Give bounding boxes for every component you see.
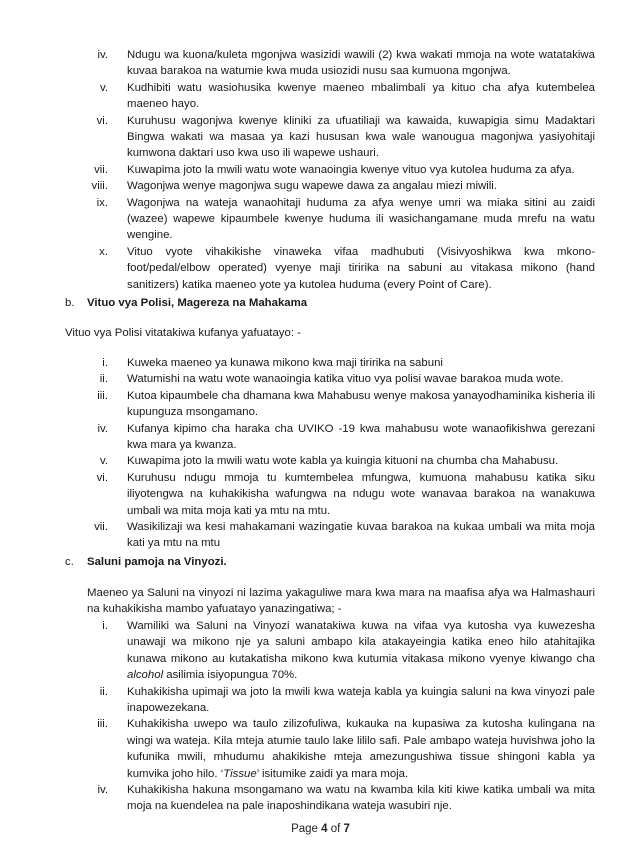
list-item: [65, 470, 595, 519]
item-number: v.: [99, 455, 108, 468]
item-number: vi.: [96, 114, 108, 127]
item-number: vii.: [94, 521, 108, 534]
item-number: ii.: [99, 685, 108, 698]
item-text: Kuhakikisha hakuna msongamano wa watu na kwamba kila kiti kiwe katika umbali wa mita moja na kuendelea na pale inaposhindikana wateja wasubiri nje.: [127, 784, 595, 813]
section-title: Saluni pamoja na Vinyozi.: [87, 556, 227, 568]
current-page-number: 4: [321, 823, 328, 835]
salon-list: [65, 618, 595, 815]
page-footer: [0, 823, 641, 835]
list-item: [65, 519, 595, 552]
police-list: [65, 355, 595, 552]
item-number: vii.: [94, 163, 108, 176]
italic-term: Tissue: [223, 767, 257, 780]
list-item: [65, 244, 595, 293]
health-facility-list: [65, 47, 595, 293]
item-text: Wasikilizaji wa kesi mahakamani wazingatie kuvaa barakoa na kukaa umbali wa mita moja kati ya mtu na mtu: [127, 521, 595, 550]
item-number: i.: [102, 620, 108, 632]
section-title: Vituo vya Polisi, Magereza na Mahakama: [87, 297, 308, 309]
italic-term: alcohol: [127, 669, 164, 682]
page-label: Page: [291, 823, 318, 835]
section-letter: b.: [65, 297, 75, 309]
item-text: Kuhakikisha uwepo wa taulo zilizofuliwa, kukauka na kupasiwa za kutosha kulingana na wingi wa wateja. Kila mteja atumie taulo lake lililo safi. Pale ambapo wateja huvishwa joho la kufunika mwili, mhudumu ahakikishe mteja amezungushiwa tissue shingoni kabla ya kumvika joho hilo. ‘Tissue’ isitumike zaidi ya mara moja.: [127, 718, 595, 780]
item-text: Kuruhusu wagonjwa kwenye kliniki za ufuatiliaji wa kawaida, kuwapigia simu Madaktari Bingwa wakati wa masaa ya kazi hususan kwa wale wanougua magonjwa yasiyohitaji kumwona daktari uso kwa uso ili wapewe ushauri.: [127, 114, 595, 160]
item-text: Wagonjwa wenye magonjwa sugu wapewe dawa za angalau miezi miwili.: [127, 180, 497, 193]
section-intro: Maeneo ya Saluni na vinyozi ni lazima yakaguliwe mara kwa mara na maafisa afya wa Halmashauri na kuhakikisha mambo yafuatayo yanazingatiwa; -: [87, 587, 595, 616]
section-letter: c.: [65, 556, 74, 568]
list-item: [65, 684, 595, 717]
item-text: Ndugu wa kuona/kuleta mgonjwa wasizidi wawili (2) kwa wakati mmoja na wote watatakiwa kuvaa barakoa na watumie kwa muda usiozidi nusu saa kumuona mgonjwa.: [127, 49, 595, 78]
item-text: Wagonjwa na wateja wanaohitaji huduma za afya wenye umri wa miaka sitini au zaidi (wazee) wapewe kipaumbele kwenye huduma ili wasichangamane muda mrefu na watu wengine.: [127, 196, 595, 242]
list-item: [65, 716, 595, 782]
list-item: [65, 453, 595, 469]
item-text: Kutoa kipaumbele cha dhamana kwa Mahabusu wenye makosa yanayodhaminika kisheria ili kupunguza msongamano.: [127, 389, 595, 419]
item-number: iv.: [97, 422, 108, 435]
list-item: [65, 782, 595, 815]
section-intro: Vituo vya Polisi vitatakiwa kufanya yafuatayo: -: [65, 327, 301, 339]
item-number: ix.: [96, 196, 108, 209]
item-number: viii.: [91, 180, 108, 193]
list-item: [65, 195, 595, 244]
item-number: i.: [102, 357, 108, 369]
list-item: [65, 355, 595, 371]
list-item: [65, 618, 595, 684]
item-text: Kuhakikisha upimaji wa joto la mwili kwa wateja kabla ya kuingia saluni na kwa vinyozi pale inapowezekana.: [127, 685, 595, 715]
item-number: iii.: [97, 718, 108, 731]
item-text: Wamiliki wa Saluni na Vinyozi wanatakiwa kuwa na vifaa vya kutosha vya kuwezesha unawaji wa mikono nje ya saluni ambapo kila atakayeingia katika eneo hilo atahitajika kunawa mikono au kutakatisha mikono kwa kutumia vitakasa mikono vyenye kiwango cha alcohol asilimia isiyopungua 70%.: [127, 620, 595, 682]
item-number: x.: [99, 245, 108, 258]
list-item: [65, 371, 595, 387]
item-number: ii.: [99, 373, 108, 386]
item-text: Vituo vyote vihakikishe vinaweka vifaa madhubuti (Visivyoshikwa kwa mkono-foot/pedal/elbow operated) vyenye maji tiririka na sabuni au vitakasa mikono (hand sanitizers) katika maeneo yote ya kutolea huduma (every Point of Care).: [127, 245, 595, 291]
list-item: [65, 162, 595, 178]
item-text: Kuwapima joto la mwili watu wote kabla ya kuingia kituoni na chumba cha Mahabusu.: [127, 455, 559, 468]
item-text: Kuwapima joto la mwili watu wote wanaoingia kwenye vituo vya kutolea huduma za afya.: [127, 163, 575, 176]
item-text: Kufanya kipimo cha haraka cha UVIKO -19 kwa mahabusu wote wanaofikishwa gerezani kwa mara ya kwanza.: [127, 422, 595, 452]
section-heading-c: [65, 556, 227, 568]
item-number: iii.: [97, 389, 108, 402]
list-item: [65, 421, 595, 454]
item-number: v.: [99, 81, 108, 94]
item-text: Kudhibiti watu wasiohusika kwenye maeneo mbalimbali ya kituo cha afya kutembelea maeneo hayo.: [127, 81, 595, 111]
list-item: [65, 80, 595, 113]
list-item: [65, 178, 595, 194]
item-number: vi.: [96, 471, 108, 484]
total-pages: 7: [343, 823, 350, 835]
section-heading-b: [65, 297, 307, 309]
item-text: Kuruhusu ndugu mmoja tu kumtembelea mfungwa, kumuona mahabusu katika siku iliyotengwa na kuhakikisha wafungwa na ndugu wote wanavaa barakoa na wanakuwa umbali wa mita moja kati ya mtu na mtu.: [127, 471, 595, 517]
list-item: [65, 113, 595, 162]
item-text: Watumishi na watu wote wanaoingia katika vituo vya polisi wavae barakoa muda wote.: [127, 373, 564, 386]
item-number: iv.: [97, 784, 108, 797]
item-number: iv.: [97, 49, 108, 61]
of-label: of: [330, 823, 341, 835]
item-text: Kuweka maeneo ya kunawa mikono kwa maji tiririka na sabuni: [127, 357, 443, 369]
list-item: [65, 388, 595, 421]
list-item: [65, 47, 595, 80]
